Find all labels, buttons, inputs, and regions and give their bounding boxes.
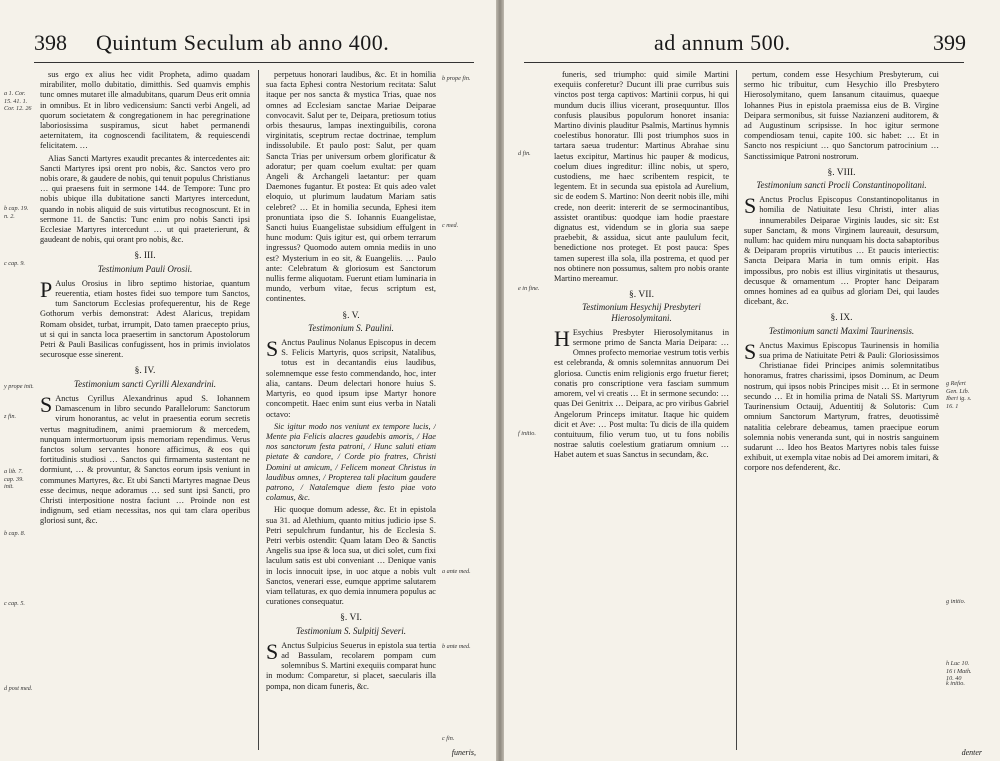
section-title: Testimonium sancti Cyrilli Alexandrini. — [73, 378, 216, 389]
margin-note: c cap. 5. — [4, 600, 25, 607]
paragraph-text: Anctus Proclus Episcopus Constantinopolitanus in homilia de Natiuitate Iesu Christi, inter alias innumerabiles Deiparae Virginis laudes, sic sit: Est super Sanctam, & mons Virginem laureauit, desursum, nullum: hac quidem miru nunquam his docta sabaptoribus & Deiparam propriis virtutibus … Et paucis interiectis: Sancta Deipara Maria in tum omnis eripit. Has impossibus, pro nobis est illius virginitatis ut thesaurus, decusque & ornamentum … Propter hanc Deiparam omnes homines ad ea quibus ad gloriam Dei, qui laudes dicebant, &c. — [744, 195, 939, 307]
header-rule — [34, 62, 474, 63]
margin-note: y prope init. — [4, 383, 34, 390]
section-number: §. V. — [342, 310, 360, 321]
margin-note: d post med. — [4, 685, 33, 692]
margin-note: h Luc 10. 16 i Math. 10. 40 — [946, 660, 972, 682]
body-paragraph — [744, 338, 939, 474]
margin-note: a ante med. — [442, 568, 471, 575]
section-number: §. VIII. — [827, 167, 856, 178]
body-paragraph: pertum, condem esse Hesychium Presbyterum, cui sermo hic tribuitur, cum Hesychio illo Presbytero Hierosolymitano, quem Iansanum citauimus, quaeque Iohannes Pius in epistola praemissa eius de B. Virgine Deipara sermonibus, sit fuisse Nazianzeni auditorem, & ad Augustinum scripsisse. In hoc igitur sermone compendiosam tenui, capite 100. sic habet: … Et in Sancto nos respiciunt … quo Sanctorum patrocinium … Sanctissimique Patroni nostrorum. — [744, 70, 939, 161]
drop-capital: P — [40, 276, 53, 302]
page-number: 398 — [34, 30, 67, 55]
column-rule — [258, 70, 259, 750]
body-paragraph: sus ergo ex alius hec vidit Propheta, adimo quadam mirabiliter, mollo dubitatio, dimitthis. Sed quamvis emphis tunc omnes mutaret ille almadubitans, quarum Deus erit omnia in omnibus. Et in libro vedicensium: Sancti verbi Angeli, ad quorum societatem & congregationem in hac peregrinatione laboriosissima suspiramus, sicut habet permanendi aeternitatem, ita cognoscendi facilitatem, & requiescendi felicitatem. … — [40, 70, 250, 151]
paragraph-text: Anctus Cyrillus Alexandrinus apud S. Iohannem Damascenum in libro secundo Parallelorum: Sanctorum virum honorantus, ac velut in praesentia eorum secretis vertus magnitudinem, animi praemiorum & mercedem, nunquam intermortuorum ipsis memoriam rependimus. Verus fanctos solum servantes honore afficimus, & eos qui fortitudinis studiosi … Sanctos qui firmamenta sustentant ne dormiunt, … & provuntur, & Sanctos eorum ipsis veniunt in communes Martyres, &c. Et ubi Sancti Martyres magnae Deus esse decimus, neque adoramus … sed sunt ipsi Sancti, pro Christi interpositione nostra faciunt … Proinde non est indignum, sed etiam necessitas, nos qui tam clara operibus gloriosi sunt, &c. — [40, 393, 250, 526]
paragraph-text: Anctus Sulpicius Seuerus in epistola sua tertia ad Bassulam, recolarem pompam cum solemnibus S. Martini exequiis comparat hunc in modum: Comparetur, si placet, saecularis illa pompa, non dicam funeris, &c. — [266, 640, 436, 691]
body-paragraph — [744, 195, 939, 307]
margin-note: c med. — [442, 222, 459, 229]
running-head: Quintum Seculum ab anno 400. — [96, 30, 390, 55]
margin-note: e in fine. — [518, 285, 540, 292]
section-title: Testimonium Pauli Orosii. — [97, 263, 193, 274]
drop-capital: S — [744, 193, 757, 219]
margin-note: z fin. — [4, 413, 17, 420]
paragraph-text: Anctus Paulinus Nolanus Episcopus in decem S. Felicis Martyris, quos scripsit, Natalibus, totus est in decantandis eius laudibus, solemnemque esse festo commendando, hoc, inter alia, cantans. Deum delectari honore huius S. Martyris, eo quod ipsum ipse Martyr honore concompetit. Haec enim sunt eius verba in Natali octavo: — [266, 338, 436, 419]
paragraph-text: Aulus Orosius in libro septimo historiae, quantum reuerentia, etiam hostes fidei suo tempore tum Sanctos, tum Sanctorum Ecclesias profequerentur, his de Rege Gothorum verbis demonstrat: Adest Alaricus, trepidam Romam obsidet, turbat, irrumpit, Dato tamen praecepto prius, ut si qui in sancta loca praesertim in sanctorum Apostolorum Petri & Pauli Basilicas confugissent, hos in primis inviolatos securosque esse sinerent. — [40, 278, 250, 360]
body-paragraph: funeris, sed triumpho: quid simile Martini exequiis conferetur? Ducunt illi prae curribus suis vinctos post terga captivos: Martinii corpus, hi qui mundum ducis illius vicerant, prosequuntur. Illos confusis plausibus populorum honoret insania: Martino divinis plauditur Psalmis, Martinus hymnis coelestibus honoratur. Illi post triumphos suos in tartara saeua trudentur: Martinus Abrahae sinu laetus excipitur, Martinus hic pauper & modicus, coelum diues ingreditur: illinc nobis, ut spero, custodiens, me haec scribentem respicit, te legentem. Et in secunda sua epistola ad Aurelium, sic de eodem S. Martino: Non deerit nobis ille, mihi crede, non deerit: intererit de se sermocinantibus, assistet orantibus: quodque iam hodie praestare dignatus est, videndum se in gloria sua saepe praebebit, & assidua, sicut ante paululum fecit, benedictione nos proteget. Et post pauca: Spes tamen superest illa sola, illa postrema, et quod per nos obtinere non possumus, saltem pro nobis orante Martino mereamur. — [554, 70, 729, 284]
running-head: ad annum 500. — [654, 30, 791, 55]
margin-note: g initio. — [946, 598, 966, 605]
right-page-column-1 — [554, 70, 729, 750]
section-title: Testimonium Hesychij Presbyteri Hierosolymitani. — [582, 302, 701, 323]
section-number: §. IX. — [830, 313, 853, 324]
page-number: 399 — [933, 30, 966, 55]
section-number: §. IV. — [134, 366, 156, 377]
margin-note: b cap. 8. — [4, 530, 26, 537]
drop-capital: S — [744, 338, 757, 364]
left-page-column-2 — [266, 70, 436, 750]
section-number: §. III. — [134, 251, 156, 262]
right-page — [504, 0, 1000, 761]
paragraph-text: Anctus Maximus Episcopus Taurinensis in homilia sua prima de Natiuitate Petri & Pauli: Gloriosissimos Christianae fidei Principes animis solemnitatibus honoramus, fratres charissimi, ipsos Dominum, ac Deum nostrum, qui ipsos nobis Principes misit … Et in sermone secundo … Et in homilia prima de Natali SS. Martyrum Taurinensium Octauij, Aduentitij & Solutoris: Cum omnium Sanctorum Martyrum, fratres, deuotissimè natalitia celebrare debeamus, tamen praecipue eorum solemnia nobis veneranda sunt, qui in nostris sanguinem sudarunt … Ideo hos Beatos Martyres nobis tales fuisse exhibuit, ut exempla vitae nobis ad Dei amorem imitari, & corpore nos defenderent, &c. — [744, 340, 939, 473]
margin-note: c fin. — [442, 735, 455, 742]
body-paragraph: perpetuus honorari laudibus, &c. Et in homilia sua facta Ephesi contra Nestorium recitata: Salut itaque per nos sancta & mystica Trias, quae nos omnes ad Ecclesiam sanctae Mariae Deiparae convocavit. Salut per te, Deipara, pretiosum totius orbis thesaurus, lampas inextinguibilis, corona virginitatis, sceptrum rectae doctrinae, templum indissolubile. Et paulo post: Salut, per quam Sancta Trias per universum orbem glorificatur & adoratur; per quam coelum exultat: per quam Angeli & Archangeli laetantur: per quam Daemones fugantur. Et postea: Et quis adeo valet eloquio, ut plurimum laudatum Mariam satis celebret? … Et in homilia secunda, Ephesi item pronuntiata ipso die S. Iohannis Euangelistae, Sancti huius Euangelistae subsidium effulgent in hunc modum: Quis igitur est, qui orbem terrarum ingressus? Quomodo autem omnia mediis in uno est? Mysterium in eo sit, & Euangeliis. … Paulo ante: Celebratum & gloriosum est Sanctorum nullis ferme aliquotam. Fuerunt etiam luminaria in mundo, verbum vitae, fecus scriptum est, continentes. — [266, 70, 436, 304]
section-title: Testimonium sancti Maximi Taurinensis. — [768, 325, 915, 336]
margin-note: b ante med. — [442, 643, 471, 650]
section-title: Testimonium S. Paulini. — [308, 322, 394, 333]
section-title: Testimonium S. Sulpitij Severi. — [296, 625, 406, 636]
margin-note: d fin. — [518, 150, 531, 157]
verse-quotation: Sic igitur modo nos veniunt ex tempore lucis, / Mente pia Felicis alacres gaudebis amoris, / Hae nos sanctorum festa patroni, / Hunc saluti etiam pietate & candore, / Corde pio fratres, Christi Domini ut amicum, / Felicem moneat Christus in laudibus omnes, / Propterea tali placitum gaudere patrono, / Natalemque diem festo piae voto colamus, &c. — [266, 421, 436, 503]
column-rule — [736, 70, 737, 750]
book-gutter — [496, 0, 504, 761]
body-paragraph — [554, 325, 729, 461]
body-paragraph — [266, 338, 436, 420]
margin-note: c cap. 9. — [4, 260, 25, 267]
body-paragraph: Alias Sancti Martyres exaudit precantes & intercedentes ait: Sancti Martyres ipsi orent pro nobis, &c. Sanctos vero pro nobis orare, & gaudere de nobis, qui tenuit populus Christianus … qui praesens fuit in sermone 144. de Tempore: Tunc pro nobis ubique illa dubitatione sancti Martyres intercedunt, quando in nobis aliquid de suis virtutibus recognoscunt. Et in sermone 11. de Sanctis: Tunc enim pro nobis Sancti ipsi Ecclesiae Martyres intercedunt … ut qui praeterierunt, & gaudeant de nobis, qui orant pro nobis, &c. — [40, 153, 250, 245]
catchword: denter — [961, 748, 982, 757]
body-paragraph — [266, 638, 436, 692]
left-page — [0, 0, 496, 761]
margin-note: f initio. — [518, 430, 536, 437]
body-paragraph — [40, 276, 250, 361]
header-rule — [524, 62, 964, 63]
drop-capital: H — [554, 325, 570, 351]
catchword: funeris, — [451, 748, 476, 757]
left-page-column-1 — [40, 70, 250, 750]
section-number: §. VI. — [340, 613, 362, 624]
margin-note: k initio. — [946, 680, 965, 687]
drop-capital: S — [266, 336, 279, 362]
body-paragraph: Hic quoque domum adesse, &c. Et in epistola sua 31. ad Alethium, quanto mitius judicio ipse S. Petri sepulchrum fundantur, his de Ecclesia S. Petri verbis ostendit: Quam latam Deo & Sanctis Angelis sua ipse & loca sua, ut dici solet, cum fixi laculum satis est ubi conveniant … Denique vanis in locis innocuit ipse, in uoc atque a nobis vult Sanctos, venerari esse, eumque apprime salutarem viam tellaturas, ex quo demia innumera populus ac curationes consequatur. — [266, 505, 436, 607]
section-number: §. VII. — [629, 290, 654, 301]
margin-note: a lib. 7. cap. 39. init. — [4, 468, 24, 490]
margin-note: b cap. 19. n. 2. — [4, 205, 29, 220]
body-paragraph — [40, 391, 250, 527]
margin-note: b prope fin. — [442, 75, 471, 82]
margin-note: g Refert Gen. Lib. Iberi ig. s. 16. 1 — [946, 380, 972, 410]
right-page-column-2 — [744, 70, 939, 750]
drop-capital: S — [266, 638, 279, 664]
margin-note: a 1. Cor. 15. 41. 1. Cor. 12. 26 — [4, 90, 32, 112]
paragraph-text: Esychius Presbyter Hierosolymitanus in sermone primo de Sancta Maria Deipara: … Omnes profecto memoriae vestrum totis verbis est celebranda, & omnis solemnitas annuorum Dei gloriosa. Cunctis enim religionis ergo fruetur fieret; conatis pro conscriptione vera fasciam summum amorem, vel vi creatis … Et in sermone secundo: … quas Dei Genitrix … Deipara, ac pro viribus Gabriel Angelorum Princeps imitatur. Itaque hic quidem dicit et Ave: … Post multa: Tu dicis de illa quidem contuituum, filio verum tuo, ut tu fons nobilis nostrae salutis coelestium gratiarum omnium … Habet autem et suas Sanctus in secundam, &c. — [554, 327, 729, 460]
section-title: Testimonium sancti Procli Constantinopolitani. — [756, 180, 927, 191]
drop-capital: S — [40, 391, 53, 417]
